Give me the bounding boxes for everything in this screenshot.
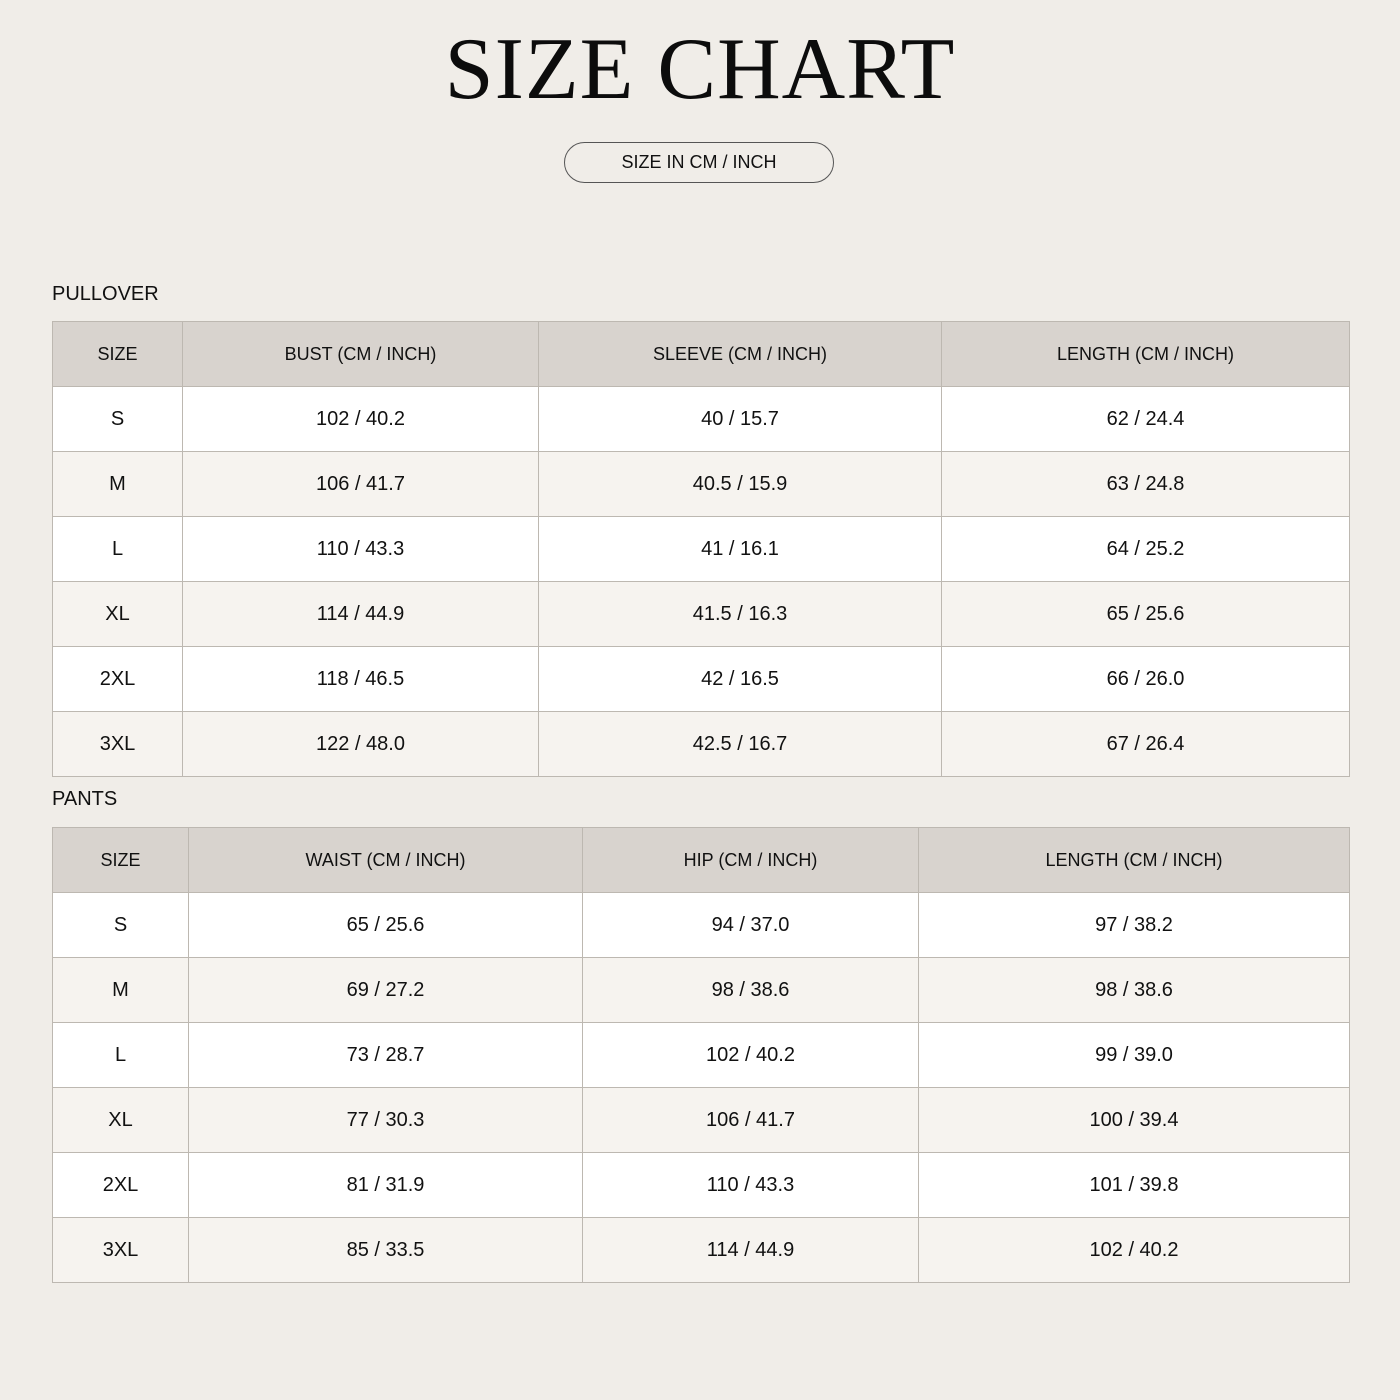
table-cell: 62 / 24.4 (942, 387, 1350, 452)
column-header: SLEEVE (CM / INCH) (539, 322, 942, 387)
table-row (53, 452, 1350, 517)
table-cell: 102 / 40.2 (183, 387, 539, 452)
table-cell: M (53, 452, 183, 517)
page-title: SIZE CHART (444, 21, 956, 118)
table-cell: 114 / 44.9 (183, 582, 539, 647)
table-cell: 97 / 38.2 (919, 893, 1350, 958)
table-cell: 69 / 27.2 (189, 958, 583, 1023)
table-cell: 118 / 46.5 (183, 647, 539, 712)
table-cell: 110 / 43.3 (183, 517, 539, 582)
table-header-row (53, 322, 1350, 387)
table-cell: 63 / 24.8 (942, 452, 1350, 517)
table-cell: XL (53, 1088, 189, 1153)
table-cell: XL (53, 582, 183, 647)
table-cell: 64 / 25.2 (942, 517, 1350, 582)
table-cell: 42.5 / 16.7 (539, 712, 942, 777)
table-cell: 40 / 15.7 (539, 387, 942, 452)
unit-badge: SIZE IN CM / INCH (564, 142, 834, 183)
table-row (53, 387, 1350, 452)
table-cell: 65 / 25.6 (189, 893, 583, 958)
column-header: HIP (CM / INCH) (583, 828, 919, 893)
column-header: LENGTH (CM / INCH) (919, 828, 1350, 893)
table-cell: 114 / 44.9 (583, 1218, 919, 1283)
column-header: SIZE (53, 828, 189, 893)
table-cell: L (53, 1023, 189, 1088)
column-header: SIZE (53, 322, 183, 387)
table-cell: 73 / 28.7 (189, 1023, 583, 1088)
table-row (53, 1023, 1350, 1088)
table-cell: 110 / 43.3 (583, 1153, 919, 1218)
table-cell: 102 / 40.2 (919, 1218, 1350, 1283)
column-header: BUST (CM / INCH) (183, 322, 539, 387)
table-cell: M (53, 958, 189, 1023)
table-cell: 65 / 25.6 (942, 582, 1350, 647)
pants-section-label: PANTS (52, 788, 118, 810)
table-cell: S (53, 893, 189, 958)
table-cell: 2XL (53, 647, 183, 712)
table-cell: 41.5 / 16.3 (539, 582, 942, 647)
table-cell: 98 / 38.6 (583, 958, 919, 1023)
table-cell: 81 / 31.9 (189, 1153, 583, 1218)
table-cell: 2XL (53, 1153, 189, 1218)
table-row (53, 1153, 1350, 1218)
table-cell: 3XL (53, 712, 183, 777)
table-cell: 98 / 38.6 (919, 958, 1350, 1023)
table-cell: 67 / 26.4 (942, 712, 1350, 777)
table-row (53, 1088, 1350, 1153)
table-row (53, 517, 1350, 582)
table-cell: 41 / 16.1 (539, 517, 942, 582)
table-row (53, 893, 1350, 958)
table-row (53, 958, 1350, 1023)
pullover-size-table (52, 321, 1350, 777)
column-header: LENGTH (CM / INCH) (942, 322, 1350, 387)
table-cell: 122 / 48.0 (183, 712, 539, 777)
pants-size-table (52, 827, 1350, 1283)
table-cell: 66 / 26.0 (942, 647, 1350, 712)
table-cell: 94 / 37.0 (583, 893, 919, 958)
table-cell: 3XL (53, 1218, 189, 1283)
pullover-section-label: PULLOVER (52, 283, 159, 305)
table-row (53, 647, 1350, 712)
table-row (53, 1218, 1350, 1283)
table-cell: 77 / 30.3 (189, 1088, 583, 1153)
table-cell: 100 / 39.4 (919, 1088, 1350, 1153)
table-row (53, 712, 1350, 777)
table-cell: 101 / 39.8 (919, 1153, 1350, 1218)
table-header-row (53, 828, 1350, 893)
table-cell: 42 / 16.5 (539, 647, 942, 712)
table-cell: 102 / 40.2 (583, 1023, 919, 1088)
table-cell: 40.5 / 15.9 (539, 452, 942, 517)
table-cell: 85 / 33.5 (189, 1218, 583, 1283)
table-cell: 106 / 41.7 (183, 452, 539, 517)
table-cell: S (53, 387, 183, 452)
table-row (53, 582, 1350, 647)
table-cell: 106 / 41.7 (583, 1088, 919, 1153)
table-cell: L (53, 517, 183, 582)
column-header: WAIST (CM / INCH) (189, 828, 583, 893)
table-cell: 99 / 39.0 (919, 1023, 1350, 1088)
